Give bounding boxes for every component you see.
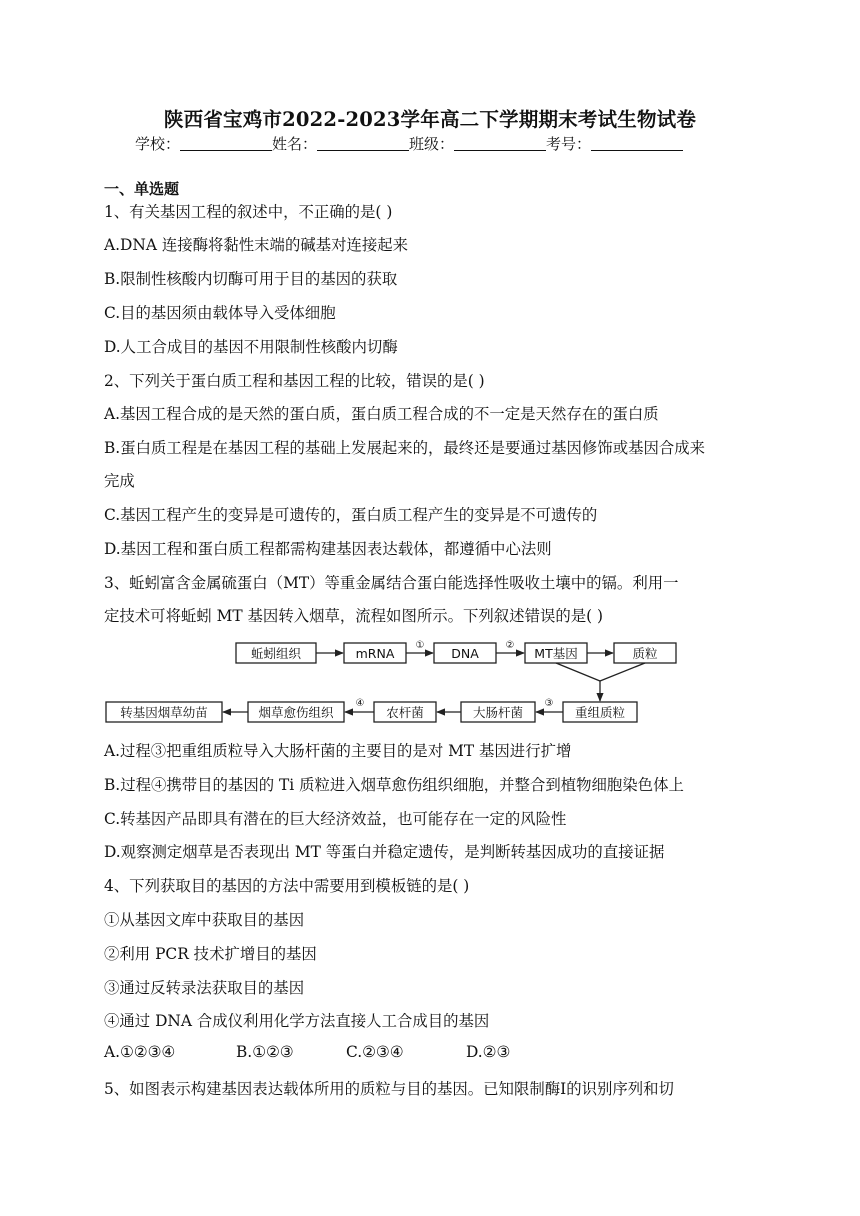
label-tobacco-callus: 烟草愈伤组织 [258, 705, 334, 720]
q2-option-a: A.基因工程合成的是天然的蛋白质，蛋白质工程合成的不一定是天然存在的蛋白质 [104, 405, 659, 423]
label-plasmid: 质粒 [632, 646, 658, 661]
label-earthworm-tissue: 蚯蚓组织 [250, 646, 302, 661]
q2-option-b-cont: 完成 [104, 472, 135, 490]
q2-stem: 2、下列关于蛋白质工程和基因工程的比较，错误的是( ) [104, 372, 485, 390]
q4-item-1: ①从基因文库中获取目的基因 [104, 911, 305, 929]
q3-option-d: D.观察测定烟草是否表现出 MT 等蛋白并稳定遗传，是判断转基因成功的直接证据 [104, 843, 665, 861]
q1-option-a: A.DNA 连接酶将黏性末端的碱基对连接起来 [104, 236, 409, 254]
q4-option-a: A.①②③④ [104, 1043, 176, 1061]
label-e-coli: 大肠杆菌 [472, 705, 524, 720]
label-recombinant-plasmid: 重组质粒 [574, 705, 626, 720]
label-transgenic-seedling: 转基因烟草幼苗 [120, 705, 208, 720]
section-heading: 一、单选题 [104, 180, 180, 198]
q4-option-c: C.②③④ [346, 1043, 404, 1061]
q3-stem: 3、蚯蚓富含金属硫蛋白（MT）等重金属结合蛋白能选择性吸收土壤中的镉。利用一 [104, 574, 679, 592]
label-mrna: mRNA [355, 646, 395, 661]
q3-stem-cont: 定技术可将蚯蚓 MT 基因转入烟草，流程如图所示。下列叙述错误的是( ) [104, 607, 604, 625]
q1-option-c: C.目的基因须由载体导入受体细胞 [104, 304, 336, 322]
q2-option-b: B.蛋白质工程是在基因工程的基础上发展起来的，最终还是要通过基因修饰或基因合成来 [104, 439, 706, 457]
q1-option-d: D.人工合成目的基因不用限制性核酸内切酶 [104, 338, 398, 356]
q2-option-c: C.基因工程产生的变异是可遗传的，蛋白质工程产生的变异是不可遗传的 [104, 506, 598, 524]
label-dna: DNA [451, 646, 479, 661]
q2-option-d: D.基因工程和蛋白质工程都需构建基因表达载体，都遵循中心法则 [104, 540, 552, 558]
step-2-label: ② [505, 640, 515, 651]
page-title: 陕西省宝鸡市2022-2023学年高二下学期期末考试生物试卷 [163, 108, 697, 131]
q4-item-3: ③通过反转录法获取目的基因 [104, 979, 305, 997]
label-agrobacterium: 农杆菌 [386, 705, 424, 720]
q3-option-c: C.转基因产品即具有潜在的巨大经济效益，也可能存在一定的风险性 [104, 810, 567, 828]
q1-option-b: B.限制性核酸内切酶可用于目的基因的获取 [104, 270, 398, 288]
step-3-label: ③ [544, 698, 554, 709]
class-label: 班级： [409, 135, 455, 153]
q3-option-a: A.过程③把重组质粒导入大肠杆菌的主要目的是对 MT 基因进行扩增 [104, 742, 572, 760]
number-label: 考号： [546, 135, 592, 153]
q5-stem: 5、如图表示构建基因表达载体所用的质粒与目的基因。已知限制酶Ⅰ的识别序列和切 [104, 1080, 674, 1098]
q3-option-b: B.过程④携带目的基因的 Ti 质粒进入烟草愈伤组织细胞，并整合到植物细胞染色体上 [104, 776, 684, 794]
step-1-label: ① [415, 640, 425, 651]
q1-stem: 1、有关基因工程的叙述中，不正确的是( ) [104, 203, 393, 221]
q4-option-d: D.②③ [466, 1043, 511, 1061]
name-label: 姓名： [272, 135, 318, 153]
q4-stem: 4、下列获取目的基因的方法中需要用到模板链的是( ) [104, 877, 470, 895]
label-mt-gene: MT基因 [534, 646, 578, 661]
q4-item-2: ②利用 PCR 技术扩增目的基因 [104, 945, 317, 963]
school-label: 学校： [135, 135, 181, 153]
q4-option-b: B.①②③ [236, 1043, 294, 1061]
step-4-label: ④ [355, 698, 365, 709]
q4-item-4: ④通过 DNA 合成仪利用化学方法直接人工合成目的基因 [104, 1012, 490, 1030]
q4-options [104, 1043, 510, 1061]
